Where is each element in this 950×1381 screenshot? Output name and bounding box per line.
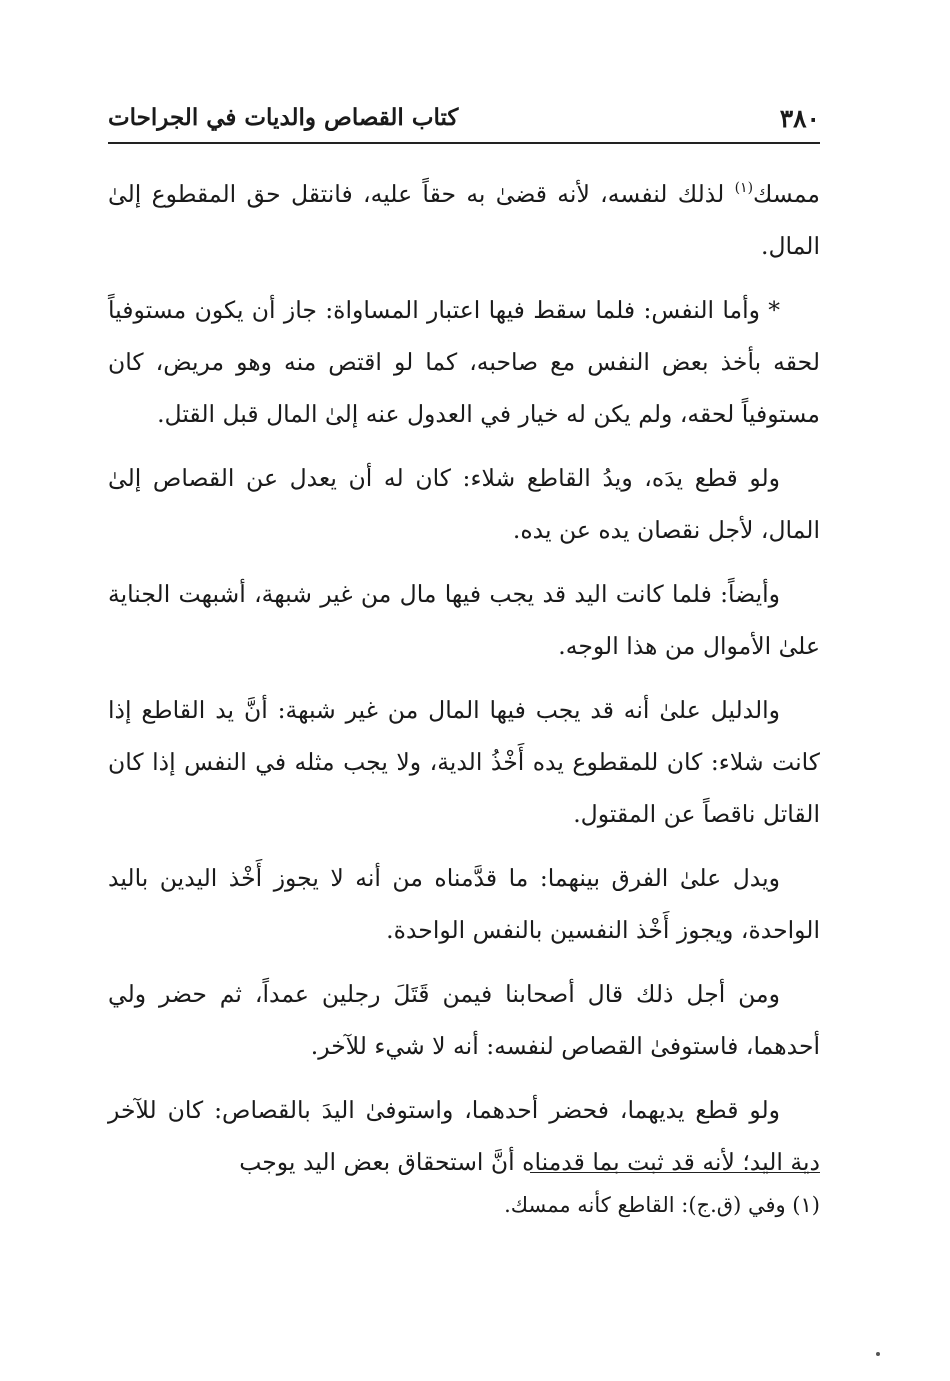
paragraph-8: ولو قطع يديهما، فحضر أحدهما، واستوفىٰ اليدَ بالقصاص: كان للآخر دية اليد؛ لأنه قد ثبت بما قدمناه أنَّ استحقاق بعض اليد يوجب (108, 1096, 820, 1176)
paragraph-7: ومن أجل ذلك قال أصحابنا فيمن قَتَلَ رجلين عمداً، ثم حضر ولي أحدهما، فاستوفىٰ القصاص لنفسه: أنه لا شيء للآخر. (108, 980, 820, 1060)
paragraph-1 (108, 168, 820, 272)
paragraph-1-start: ممسك (753, 180, 820, 208)
book-title: كتاب القصاص والديات في الجراحات (108, 104, 459, 131)
footnote-reference: (١) (734, 180, 754, 196)
page-number: ٣٨٠ (779, 104, 820, 133)
paragraph-3: ولو قطع يدَه، ويدُ القاطع شلاء: كان له أن يعدل عن القصاص إلىٰ المال، لأجل نقصان يده عن يده. (108, 464, 820, 544)
footnote: (١) وفي (ق.ج): القاطع كأنه ممسك. (504, 1193, 820, 1217)
footnote-rule (530, 1172, 820, 1173)
paragraph-2: * وأما النفس: فلما سقط فيها اعتبار المساواة: جاز أن يكون مستوفياً لحقه بأخذ بعض النفس مع صاحبه، كما لو اقتص منه وهو مريض، كان مستوفياً لحقه، ولم يكن له خيار في العدول عنه إلىٰ المال قبل القتل. (108, 296, 820, 428)
paragraph-5: والدليل علىٰ أنه قد يجب فيها المال من غير شبهة: أنَّ يد القاطع إذا كانت شلاء: كان للمقطوع يده أَخْذُ الدية، ولا يجب مثله في النفس إذا كان القاتل ناقصاً عن المقتول. (108, 696, 820, 828)
paragraph-4: وأيضاً: فلما كانت اليد قد يجب فيها مال من غير شبهة، أشبهت الجناية علىٰ الأموال من هذا الوجه. (108, 580, 820, 660)
paragraph-1-rest: لذلك لنفسه، لأنه قضىٰ به حقاً عليه، فانتقل حق المقطوع إلىٰ المال. (108, 180, 820, 260)
paragraph-6: ويدل علىٰ الفرق بينهما: ما قدَّمناه من أنه لا يجوز أَخْذ اليدين باليد الواحدة، ويجوز أَخْذ النفسين بالنفس الواحدة. (108, 864, 820, 944)
header-rule (108, 142, 820, 144)
body-text (108, 168, 820, 1200)
page-mark (876, 1352, 880, 1356)
running-head (108, 100, 820, 144)
